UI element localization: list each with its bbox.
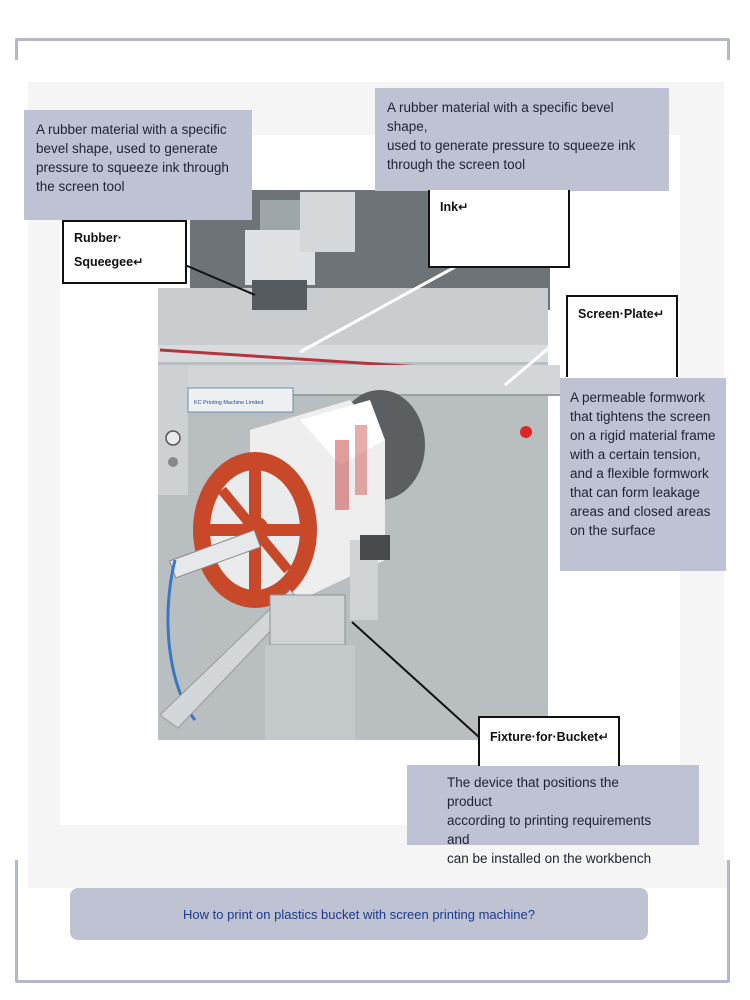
ink-label: Ink↵ [428,190,570,268]
fixture-label: Fixture·for·Bucket↵ [478,716,620,766]
fixture-description: The device that positions the product according to printing requirements and can be installed on the workbench [407,765,699,845]
squeegee-description: A rubber material with a specific bevel shape, used to generate pressure to squeeze ink through the screen tool [24,110,252,220]
fixture-wheel [193,452,317,608]
screen-plate-label: Screen·Plate↵ [566,295,678,377]
bottom-title: How to print on plastics bucket with screen printing machine? [183,906,535,922]
rubber-squeegee-label: Rubber· Squeegee↵ [62,220,187,284]
fixture-block [270,595,345,645]
indicator-light [520,426,532,438]
brand-plate-text: KC Printing Machine Limited [194,400,264,406]
top-rail [158,288,548,348]
ink-description: A rubber material with a specific bevel shape, used to generate pressure to squeeze ink through the screen tool [375,88,669,191]
gauge [166,431,180,445]
screen-plate-description: A permeable formwork that tightens the screen on a rigid material frame with a certain tension, and a flexible formwork that can form leakage areas and closed areas on the surface [560,378,726,571]
bottom-title-bar [70,888,648,940]
